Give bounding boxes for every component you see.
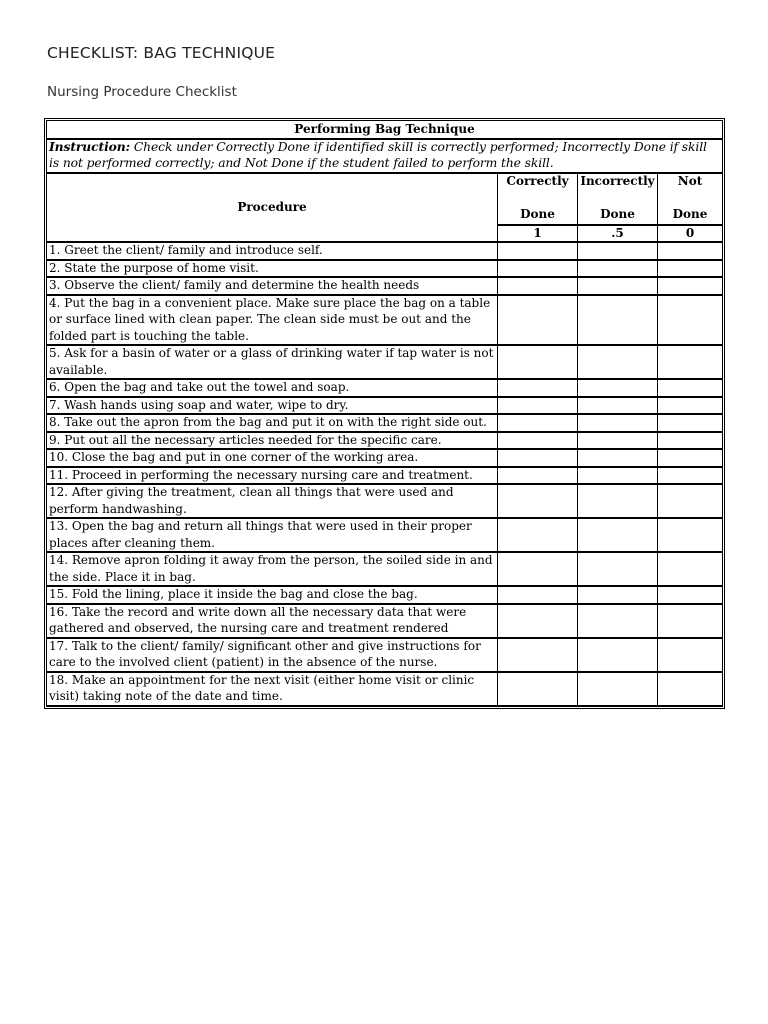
check-incorrectly-done[interactable] <box>578 242 658 260</box>
check-correctly-done[interactable] <box>498 242 578 260</box>
instruction-cell <box>47 139 722 173</box>
check-correctly-done[interactable] <box>498 638 578 672</box>
table-row <box>47 672 722 706</box>
step-text: 1. Greet the client/ family and introduce self. <box>47 242 498 260</box>
check-not-done[interactable] <box>658 672 722 706</box>
step-text: 7. Wash hands using soap and water, wipe to dry. <box>47 397 498 415</box>
step-text: 10. Close the bag and put in one corner of the working area. <box>47 449 498 467</box>
step-text: 4. Put the bag in a convenient place. Make sure place the bag on a table or surface lined with clean paper. The clean side must be out and the folded part is touching the table. <box>47 295 498 346</box>
check-correctly-done[interactable] <box>498 586 578 604</box>
check-incorrectly-done[interactable] <box>578 552 658 586</box>
step-text: 13. Open the bag and return all things that were used in their proper places after cleaning them. <box>47 518 498 552</box>
column-header-correctly-done <box>498 173 578 225</box>
table-row <box>47 604 722 638</box>
column-header-line2: Done <box>520 206 555 221</box>
step-text: 2. State the purpose of home visit. <box>47 260 498 278</box>
check-not-done[interactable] <box>658 586 722 604</box>
table-row <box>47 586 722 604</box>
table-row <box>47 484 722 518</box>
table-row <box>47 295 722 346</box>
check-not-done[interactable] <box>658 604 722 638</box>
title-row <box>47 121 722 139</box>
check-correctly-done[interactable] <box>498 379 578 397</box>
table-title: Performing Bag Technique <box>47 121 722 139</box>
check-correctly-done[interactable] <box>498 260 578 278</box>
check-correctly-done[interactable] <box>498 552 578 586</box>
step-text: 8. Take out the apron from the bag and put it on with the right side out. <box>47 414 498 432</box>
step-text: 11. Proceed in performing the necessary nursing care and treatment. <box>47 467 498 485</box>
instruction-text: Check under Correctly Done if identified skill is correctly performed; Incorrectly Done if skill is not performed correctly; and Not Done if the student failed to perform the skill. <box>49 139 707 170</box>
step-text: 15. Fold the lining, place it inside the bag and close the bag. <box>47 586 498 604</box>
table-row <box>47 242 722 260</box>
check-correctly-done[interactable] <box>498 277 578 295</box>
table-row <box>47 552 722 586</box>
column-header-line1: Correctly <box>506 173 569 188</box>
check-not-done[interactable] <box>658 467 722 485</box>
step-text: 12. After giving the treatment, clean all things that were used and perform handwashing. <box>47 484 498 518</box>
check-not-done[interactable] <box>658 552 722 586</box>
column-header-line1: Incorrectly <box>580 173 655 188</box>
check-not-done[interactable] <box>658 260 722 278</box>
check-incorrectly-done[interactable] <box>578 277 658 295</box>
step-text: 5. Ask for a basin of water or a glass of drinking water if tap water is not available. <box>47 345 498 379</box>
step-text: 9. Put out all the necessary articles needed for the specific care. <box>47 432 498 450</box>
check-correctly-done[interactable] <box>498 397 578 415</box>
step-text: 16. Take the record and write down all the necessary data that were gathered and observed, the nursing care and treatment rendered <box>47 604 498 638</box>
check-incorrectly-done[interactable] <box>578 379 658 397</box>
table-row <box>47 518 722 552</box>
check-not-done[interactable] <box>658 449 722 467</box>
check-not-done[interactable] <box>658 518 722 552</box>
check-incorrectly-done[interactable] <box>578 414 658 432</box>
check-not-done[interactable] <box>658 345 722 379</box>
table-row <box>47 432 722 450</box>
step-text: 17. Talk to the client/ family/ significant other and give instructions for care to the involved client (patient) in the absence of the nurse. <box>47 638 498 672</box>
table-row <box>47 638 722 672</box>
check-not-done[interactable] <box>658 638 722 672</box>
table-row <box>47 467 722 485</box>
column-header-line2: Done <box>600 206 635 221</box>
check-not-done[interactable] <box>658 414 722 432</box>
check-not-done[interactable] <box>658 484 722 518</box>
check-correctly-done[interactable] <box>498 672 578 706</box>
checklist-table <box>46 120 723 707</box>
check-correctly-done[interactable] <box>498 604 578 638</box>
procedure-header: Procedure <box>47 173 498 243</box>
check-incorrectly-done[interactable] <box>578 586 658 604</box>
check-incorrectly-done[interactable] <box>578 638 658 672</box>
column-header-not-done <box>658 173 722 225</box>
check-not-done[interactable] <box>658 242 722 260</box>
step-text: 14. Remove apron folding it away from the person, the soiled side in and the side. Place it in bag. <box>47 552 498 586</box>
table-row <box>47 260 722 278</box>
column-header-line1: Not <box>677 173 703 188</box>
instruction-row <box>47 139 722 173</box>
step-text: 6. Open the bag and take out the towel and soap. <box>47 379 498 397</box>
check-incorrectly-done[interactable] <box>578 295 658 346</box>
check-not-done[interactable] <box>658 379 722 397</box>
check-correctly-done[interactable] <box>498 414 578 432</box>
check-correctly-done[interactable] <box>498 295 578 346</box>
check-correctly-done[interactable] <box>498 432 578 450</box>
table-row <box>47 397 722 415</box>
table-row <box>47 379 722 397</box>
check-not-done[interactable] <box>658 295 722 346</box>
instruction-label: Instruction: <box>49 138 131 154</box>
check-not-done[interactable] <box>658 432 722 450</box>
header-row <box>47 173 722 225</box>
column-header-line2: Done <box>672 206 708 221</box>
check-correctly-done[interactable] <box>498 484 578 518</box>
column-header-incorrectly-done <box>578 173 658 225</box>
step-text: 3. Observe the client/ family and determine the health needs <box>47 277 498 295</box>
score-incorrectly-done: .5 <box>578 225 658 243</box>
score-correctly-done: 1 <box>498 225 578 243</box>
table-row <box>47 414 722 432</box>
check-incorrectly-done[interactable] <box>578 484 658 518</box>
table-row <box>47 449 722 467</box>
check-incorrectly-done[interactable] <box>578 467 658 485</box>
check-not-done[interactable] <box>658 277 722 295</box>
score-not-done: 0 <box>658 225 722 243</box>
check-incorrectly-done[interactable] <box>578 604 658 638</box>
table-row <box>47 277 722 295</box>
check-incorrectly-done[interactable] <box>578 345 658 379</box>
check-correctly-done[interactable] <box>498 467 578 485</box>
document-subheading: Nursing Procedure Checklist <box>47 84 237 100</box>
step-text: 18. Make an appointment for the next visit (either home visit or clinic visit) taking note of the date and time. <box>47 672 498 706</box>
check-incorrectly-done[interactable] <box>578 449 658 467</box>
check-correctly-done[interactable] <box>498 345 578 379</box>
check-correctly-done[interactable] <box>498 449 578 467</box>
check-not-done[interactable] <box>658 397 722 415</box>
check-incorrectly-done[interactable] <box>578 518 658 552</box>
check-incorrectly-done[interactable] <box>578 397 658 415</box>
check-incorrectly-done[interactable] <box>578 432 658 450</box>
document-heading: CHECKLIST: BAG TECHNIQUE <box>47 44 276 62</box>
check-correctly-done[interactable] <box>498 518 578 552</box>
table-row <box>47 345 722 379</box>
check-incorrectly-done[interactable] <box>578 260 658 278</box>
check-incorrectly-done[interactable] <box>578 672 658 706</box>
